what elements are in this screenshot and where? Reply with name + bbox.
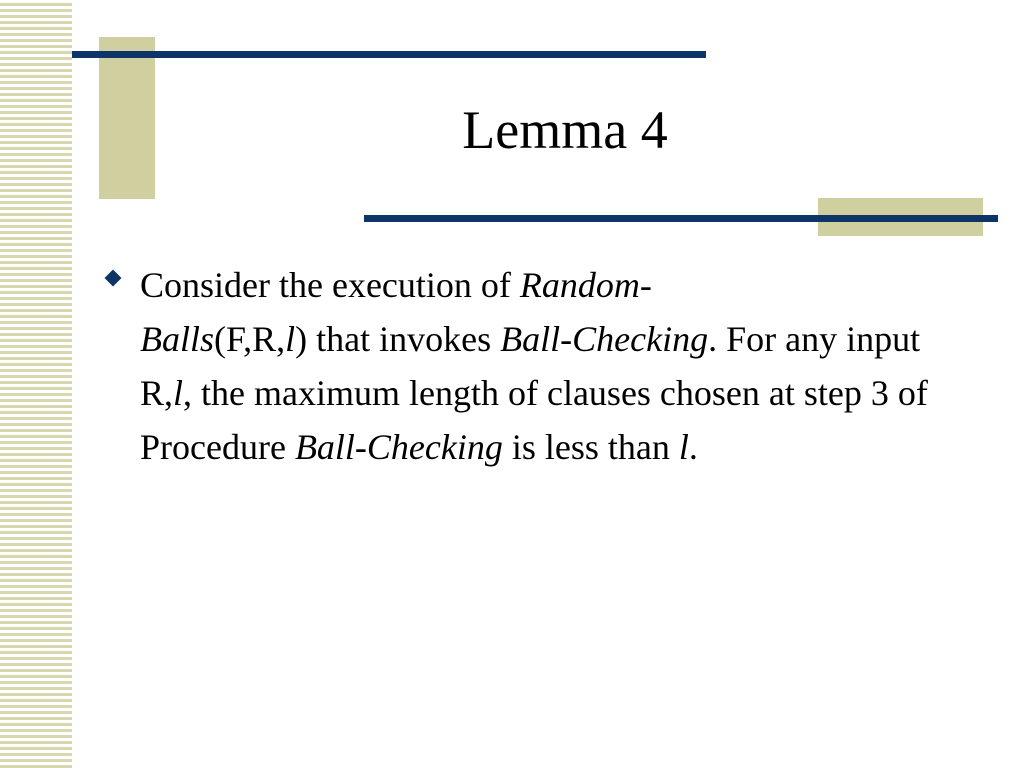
bullet-text-part: , the maximum length of clauses chosen at step 3 of Procedure	[140, 373, 928, 467]
bullet-text-italic: Random-	[519, 265, 652, 305]
bullet-text-italic: l	[678, 427, 689, 467]
left-stripe-decoration	[0, 0, 72, 768]
title-rule-top	[72, 51, 706, 58]
accent-block-top	[99, 37, 155, 199]
bullet-text-italic: l	[285, 319, 296, 359]
bullet-text-italic: Ball-Checking	[500, 319, 709, 359]
bullet-text-italic: l	[173, 373, 184, 413]
bullet-text-part: ) that invokes	[295, 319, 501, 359]
bullet-text-part: (F,R,	[214, 319, 286, 359]
bullet-text-part: is less than	[502, 427, 679, 467]
diamond-bullet-icon	[105, 270, 122, 287]
bullet-text-part: .	[688, 427, 698, 467]
slide-title: Lemma 4	[462, 100, 668, 160]
bullet-text-part: . For any input R,	[140, 319, 921, 413]
bullet-text	[140, 258, 980, 474]
title-rule-bottom	[364, 215, 998, 222]
bullet-text-italic: Ball-Checking	[294, 427, 503, 467]
bullet-text-italic: Balls	[140, 319, 215, 359]
bullet-text-part: Consider the execution of	[140, 265, 520, 305]
